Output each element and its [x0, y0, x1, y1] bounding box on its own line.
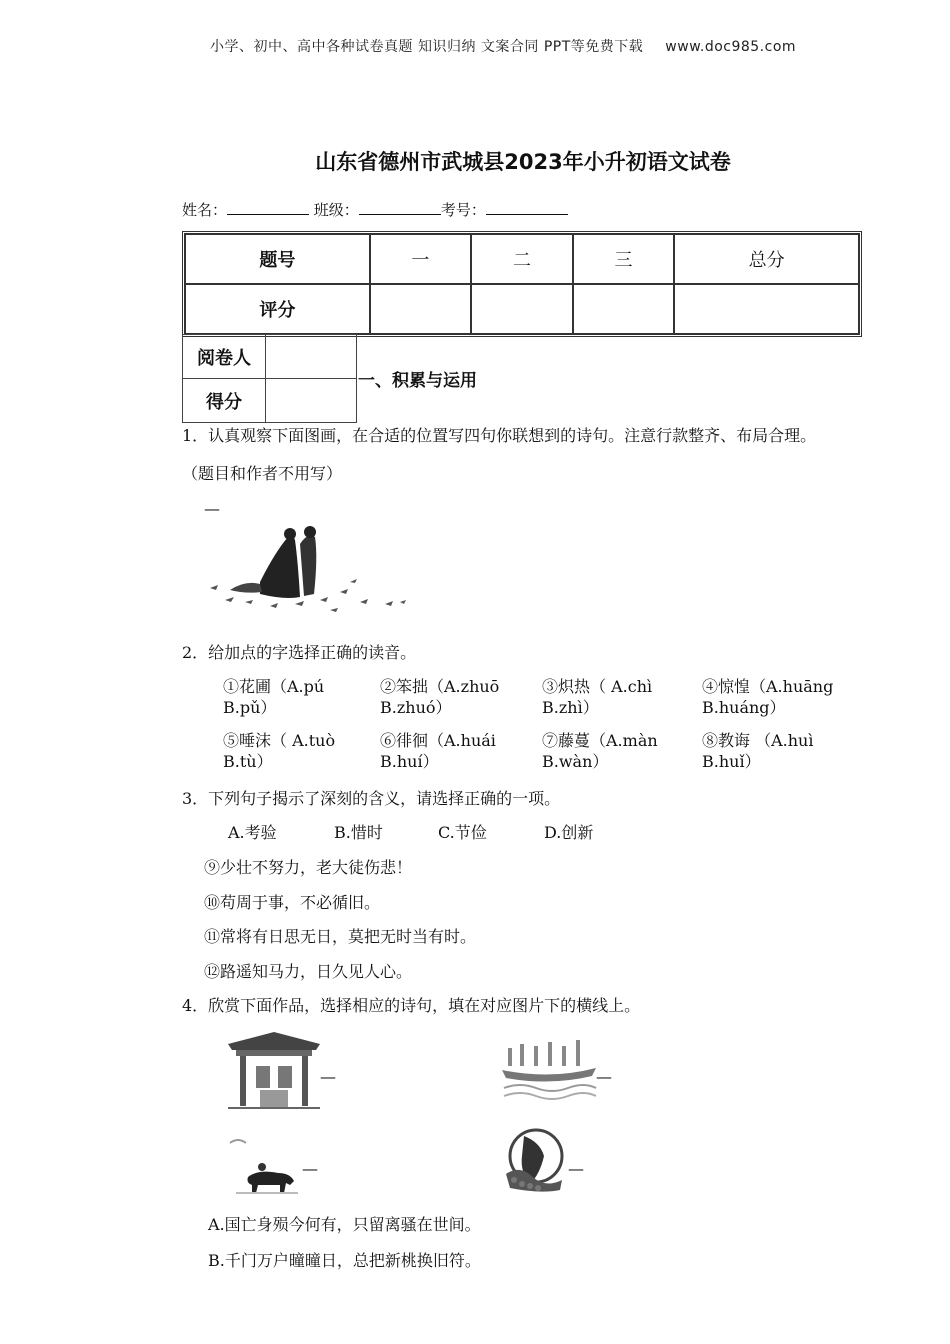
score-header-cell: 二 [471, 234, 573, 284]
q2-option-b[interactable]: B.tù） [223, 752, 273, 771]
q2-option [702, 676, 852, 718]
header-site[interactable]: www.doc985.com [665, 39, 797, 55]
q3-stem: 3．下列句子揭示了深刻的含义，请选择正确的一项。 [182, 789, 561, 808]
q4-answer-line-1[interactable]: — [320, 1067, 336, 1086]
number-label: 考号： [440, 201, 486, 219]
number-field[interactable] [486, 200, 568, 215]
q2-option-b[interactable]: B.wàn） [542, 752, 609, 771]
q3-item: ⑨少壮不努力，老大徒伤悲！ [204, 858, 413, 877]
grader-score-label: 得分 [183, 379, 266, 423]
q2-option-b[interactable]: B.zhì） [542, 698, 599, 717]
grader-table [182, 334, 357, 423]
q4-answer-line-3[interactable]: — [302, 1159, 318, 1178]
q1-answer-line[interactable]: — [204, 499, 220, 518]
q3-item: ⑪常将有日思无日，莫把无时当有时。 [204, 927, 477, 946]
q2-option [542, 730, 692, 772]
q3-choice[interactable]: B.惜时 [334, 823, 383, 842]
class-label: 班级： [313, 201, 359, 219]
score-cell[interactable] [370, 284, 472, 334]
q2-option-a[interactable]: ②笨拙（A.zhuō [380, 677, 500, 696]
q3-choice[interactable]: C.节俭 [438, 823, 487, 842]
ox-herder-image [228, 1133, 302, 1199]
score-cell[interactable] [573, 284, 675, 334]
q2-option-a[interactable]: ⑥徘徊（A.huái [380, 731, 496, 750]
q2-option-b[interactable]: B.huí） [380, 752, 439, 771]
q2-option-b[interactable]: B.huǐ） [702, 752, 761, 771]
couple-silhouette-image [200, 522, 410, 614]
score-table [182, 231, 862, 337]
q3-item: ⑫路遥知马力，日久见人心。 [204, 962, 413, 981]
page-title: 山东省德州市武城县2023年小升初语文试卷 [315, 150, 731, 174]
q4-answer-option: B.千门万户曈曈日，总把新桃换旧符。 [208, 1251, 481, 1270]
q2-option-a[interactable]: ④惊惶（A.huāng [702, 677, 834, 696]
name-field[interactable] [227, 200, 309, 215]
header-text: 小学、初中、高中各种试卷真题 知识归纳 文案合同 PPT等免费下载 [210, 39, 644, 55]
q2-option-a[interactable]: ③炽热（ A.chì [542, 677, 653, 696]
score-table-row [185, 284, 859, 334]
score-cell[interactable] [674, 284, 859, 334]
q3-choice[interactable]: A.考验 [228, 823, 277, 842]
q2-option-b[interactable]: B.huáng） [702, 698, 786, 717]
score-row-label: 评分 [185, 284, 370, 334]
q2-option-b[interactable]: B.pǔ） [223, 698, 277, 717]
section-heading: 一、积累与运用 [358, 371, 477, 391]
score-header-cell: 三 [573, 234, 675, 284]
q2-option [223, 730, 373, 772]
q4-answer-line-4[interactable]: — [568, 1159, 584, 1178]
q2-option-b[interactable]: B.zhuó） [380, 698, 452, 717]
q2-option-a[interactable]: ①花圃（A.pú [223, 677, 325, 696]
q2-option [223, 676, 373, 718]
q3-choice[interactable]: D.创新 [544, 823, 594, 842]
dragon-boat-image [500, 1038, 598, 1102]
grader-score-cell[interactable] [266, 379, 357, 423]
q2-option [702, 730, 852, 772]
q3-item: ⑩苟周于事，不必循旧。 [204, 893, 381, 912]
score-table-header-row [185, 234, 859, 284]
q1-line2: （题目和作者不用写） [182, 464, 343, 483]
festival-gate-image [226, 1030, 322, 1112]
reader-label: 阅卷人 [183, 335, 266, 379]
q2-option [380, 730, 530, 772]
q4-stem: 4．欣赏下面作品，选择相应的诗句，填在对应图片下的横线上。 [182, 996, 641, 1015]
reader-cell[interactable] [266, 335, 357, 379]
page-header [210, 36, 796, 56]
score-cell[interactable] [471, 284, 573, 334]
poet-moon-image [500, 1128, 570, 1194]
q2-option-a[interactable]: ⑦藤蔓（A.màn [542, 731, 658, 750]
q4-answer-option: A.国亡身殒今何有，只留离骚在世间。 [208, 1215, 481, 1234]
score-header-cell: 一 [370, 234, 472, 284]
q2-option-a[interactable]: ⑤唾沫（ A.tuò [223, 731, 336, 750]
student-info [182, 199, 568, 220]
name-label: 姓名： [182, 201, 228, 219]
q2-option [380, 676, 530, 718]
class-field[interactable] [359, 200, 441, 215]
q4-answer-line-2[interactable]: — [596, 1067, 612, 1086]
score-header-cell: 题号 [185, 234, 370, 284]
q2-option-a[interactable]: ⑧教诲 （A.huì [702, 731, 814, 750]
score-header-cell: 总分 [674, 234, 859, 284]
q2-option [542, 676, 692, 718]
q2-stem: 2．给加点的字选择正确的读音。 [182, 643, 417, 662]
q1-line1: 1．认真观察下面图画，在合适的位置写四句你联想到的诗句。注意行款整齐、布局合理。 [182, 426, 817, 445]
